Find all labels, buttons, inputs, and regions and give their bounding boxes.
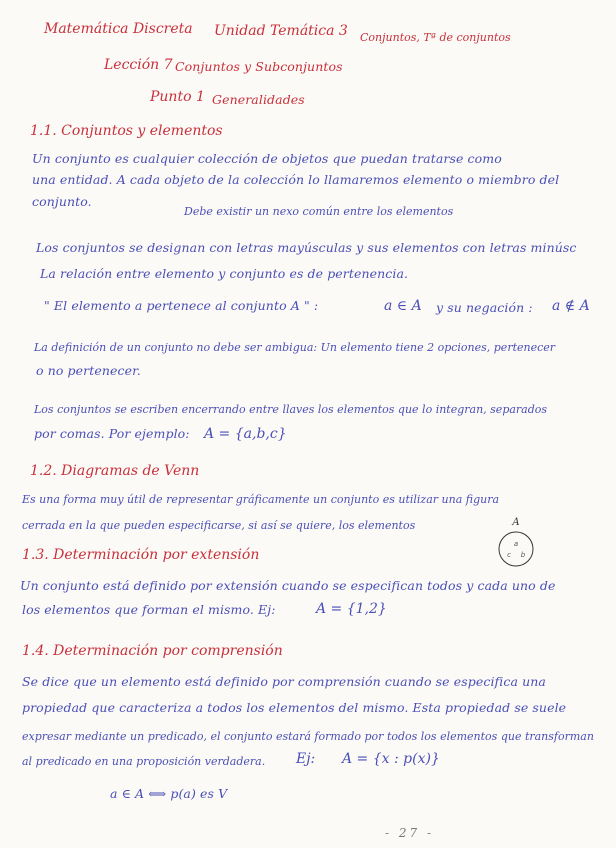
membership-symbol: a ∈ A — [384, 298, 422, 314]
subject-title: Matemática Discreta — [44, 21, 193, 37]
negation-symbol: a ∉ A — [552, 298, 590, 314]
section-heading-1-1: 1.1. Conjuntos y elementos — [30, 123, 223, 139]
paragraph-line: Un conjunto es cualquier colección de objetos que puedan tratarse como — [32, 151, 502, 166]
point-label: Punto 1 — [150, 89, 205, 105]
paragraph-line: Los conjuntos se escriben encerrando entre llaves los elementos que lo integran, separados — [34, 403, 548, 416]
venn-set-label: A — [512, 517, 520, 528]
lesson-label: Lección 7 — [104, 57, 173, 73]
paragraph-line: Se dice que un elemento está definido por comprensión cuando se especifica una — [22, 674, 546, 689]
point-title: Generalidades — [212, 92, 305, 107]
lesson-title: Conjuntos y Subconjuntos — [175, 59, 343, 74]
negation-label: y su negación : — [436, 300, 533, 315]
equivalence-formula: a ∈ A ⟺ p(a) es V — [110, 786, 228, 801]
paragraph-line: La relación entre elemento y conjunto es de pertenencia. — [40, 266, 409, 281]
venn-element: b — [520, 551, 526, 559]
paragraph-line: o no pertenecer. — [36, 363, 141, 378]
venn-element: a — [513, 540, 519, 548]
set-example: A = {a,b,c} — [204, 426, 287, 442]
side-note: Debe existir un nexo común entre los elementos — [184, 205, 454, 218]
paragraph-line: Los conjuntos se designan con letras mayúsculas y sus elementos con letras minúsc — [36, 240, 577, 255]
paragraph-line: los elementos que forman el mismo. Ej: — [22, 602, 276, 617]
paragraph-line: una entidad. A cada objeto de la colección lo llamaremos elemento o miembro del — [32, 172, 560, 187]
set-builder-example: A = {x : p(x)} — [342, 751, 440, 767]
venn-element: c — [507, 551, 511, 559]
paragraph-line: Un conjunto está definido por extensión cuando se especifican todos y cada uno de — [20, 578, 556, 593]
paragraph-line: propiedad que caracteriza a todos los elementos del mismo. Esta propiedad se suele — [22, 700, 567, 715]
page-number: - 27 - — [385, 826, 435, 840]
paragraph-line: al predicado en una proposición verdadera. — [22, 755, 266, 768]
paragraph-line: expresar mediante un predicado, el conjunto estará formado por todos los elementos que transforman — [22, 730, 594, 743]
set-example: A = {1,2} — [316, 601, 387, 617]
example-label: Ej: — [296, 751, 316, 767]
paragraph-line: cerrada en la que pueden especificarse, si así se quiere, los elementos — [22, 519, 416, 532]
unit-topic: Conjuntos, Tª de conjuntos — [360, 31, 511, 44]
unit-title: Unidad Temática 3 — [214, 23, 348, 39]
section-heading-1-4: 1.4. Determinación por comprensión — [22, 643, 283, 659]
section-heading-1-2: 1.2. Diagramas de Venn — [30, 463, 200, 479]
paragraph-line: por comas. Por ejemplo: — [34, 426, 190, 441]
membership-quote: " El elemento a pertenece al conjunto A " : — [44, 298, 319, 313]
section-heading-1-3: 1.3. Determinación por extensión — [22, 547, 260, 563]
paragraph-line: conjunto. — [32, 194, 92, 209]
venn-diagram-icon — [491, 516, 541, 570]
paragraph-line: La definición de un conjunto no debe ser ambigua: Un elemento tiene 2 opciones, pertenecer — [34, 341, 556, 354]
paragraph-line: Es una forma muy útil de representar gráficamente un conjunto es utilizar una figura — [22, 493, 500, 506]
